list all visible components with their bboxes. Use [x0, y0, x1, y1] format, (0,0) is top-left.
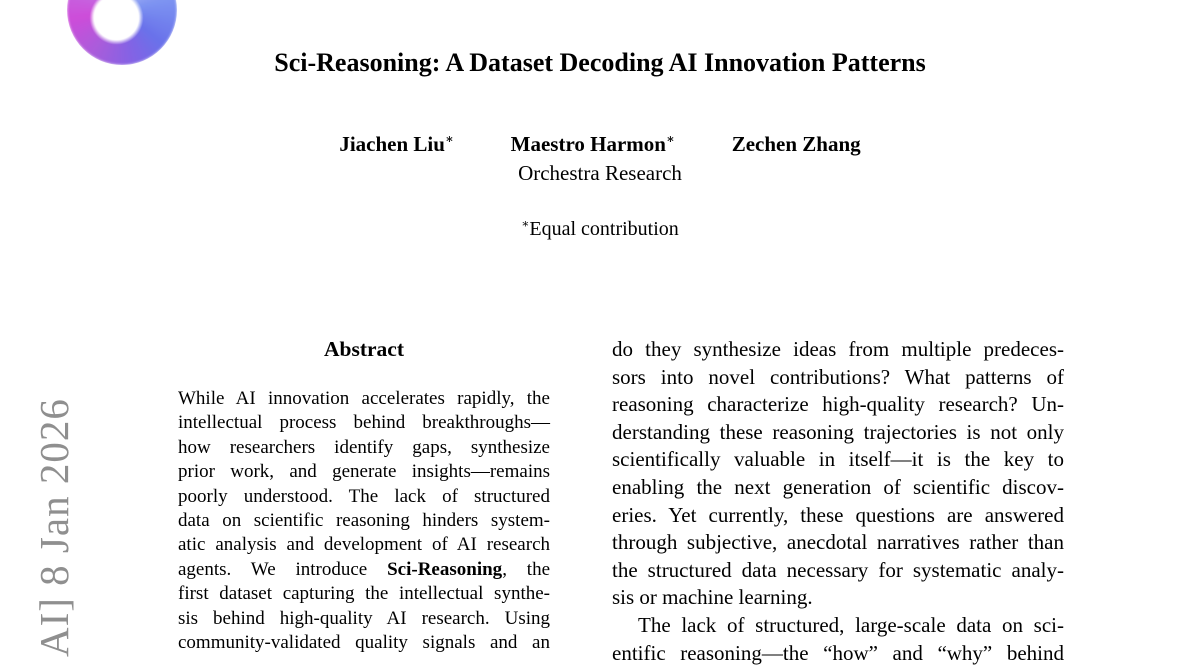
paper-title: Sci-Reasoning: A Dataset Decoding AI Innovation Patterns	[274, 48, 926, 77]
intro-line: The lack of structured, large-scale data on sci-	[638, 612, 1064, 637]
intro-line: do they synthesize ideas from multiple predeces-	[612, 337, 1064, 361]
affiliation: Orchestra Research	[518, 161, 682, 185]
intro-line: eries. Yet currently, these questions are answered	[612, 502, 1064, 527]
abstract-line: agents. We introduce Sci-Reasoning, the	[178, 558, 551, 580]
author-name: Maestro Harmon∗	[510, 132, 675, 156]
abstract-line: prior work, and generate insights—remains	[178, 461, 550, 483]
intro-line: enabling the next generation of scientific discov-	[612, 474, 1064, 499]
equal-contribution-note	[0, 218, 1200, 241]
intro-line: the structured data necessary for systematic analy-	[612, 557, 1064, 582]
author-asterisk: ∗	[444, 132, 454, 146]
abstract-line: data on scientific reasoning hinders system-	[178, 510, 550, 532]
abstract-line: While AI innovation accelerates rapidly, the	[178, 388, 550, 409]
arxiv-sidebar-watermark: AI] 8 Jan 2026	[31, 398, 77, 657]
intro-column	[612, 336, 1064, 667]
equal-contribution-text: Equal contribution	[529, 218, 679, 240]
author-asterisk: ∗	[665, 132, 675, 146]
intro-line: derstanding these reasoning trajectories is not only	[612, 419, 1064, 444]
intro-line: through subjective, anecdotal narratives rather than	[612, 530, 1064, 555]
abstract-line: atic analysis and development of AI research	[178, 534, 550, 556]
equal-contribution-mark: ∗	[521, 216, 530, 231]
author-name: Jiachen Liu∗	[339, 132, 454, 156]
intro-line: scientifically valuable in itself—it is the key to	[612, 447, 1064, 472]
abstract-line: first dataset capturing the intellectual synthe-	[178, 583, 550, 605]
abstract-line: sis behind high-quality AI research. Using	[178, 607, 550, 629]
abstract-line: intellectual process behind breakthroughs—	[178, 412, 550, 434]
intro-line: sis or machine learning.	[612, 585, 813, 610]
author-row	[0, 132, 1200, 157]
intro-line: reasoning characterize high-quality research? Un-	[612, 392, 1064, 417]
author-name: Zechen Zhang	[731, 132, 861, 156]
intro-line: sors into novel contributions? What patterns of	[612, 364, 1064, 389]
abstract-line: how researchers identify gaps, synthesize	[178, 436, 550, 458]
abstract-heading: Abstract	[323, 337, 404, 361]
abstract-line: community-validated quality signals and an	[178, 632, 550, 654]
abstract-column	[178, 387, 550, 655]
intro-line: entific reasoning—the “how” and “why” behind	[612, 640, 1064, 665]
abstract-line: poorly understood. The lack of structured	[178, 485, 550, 507]
